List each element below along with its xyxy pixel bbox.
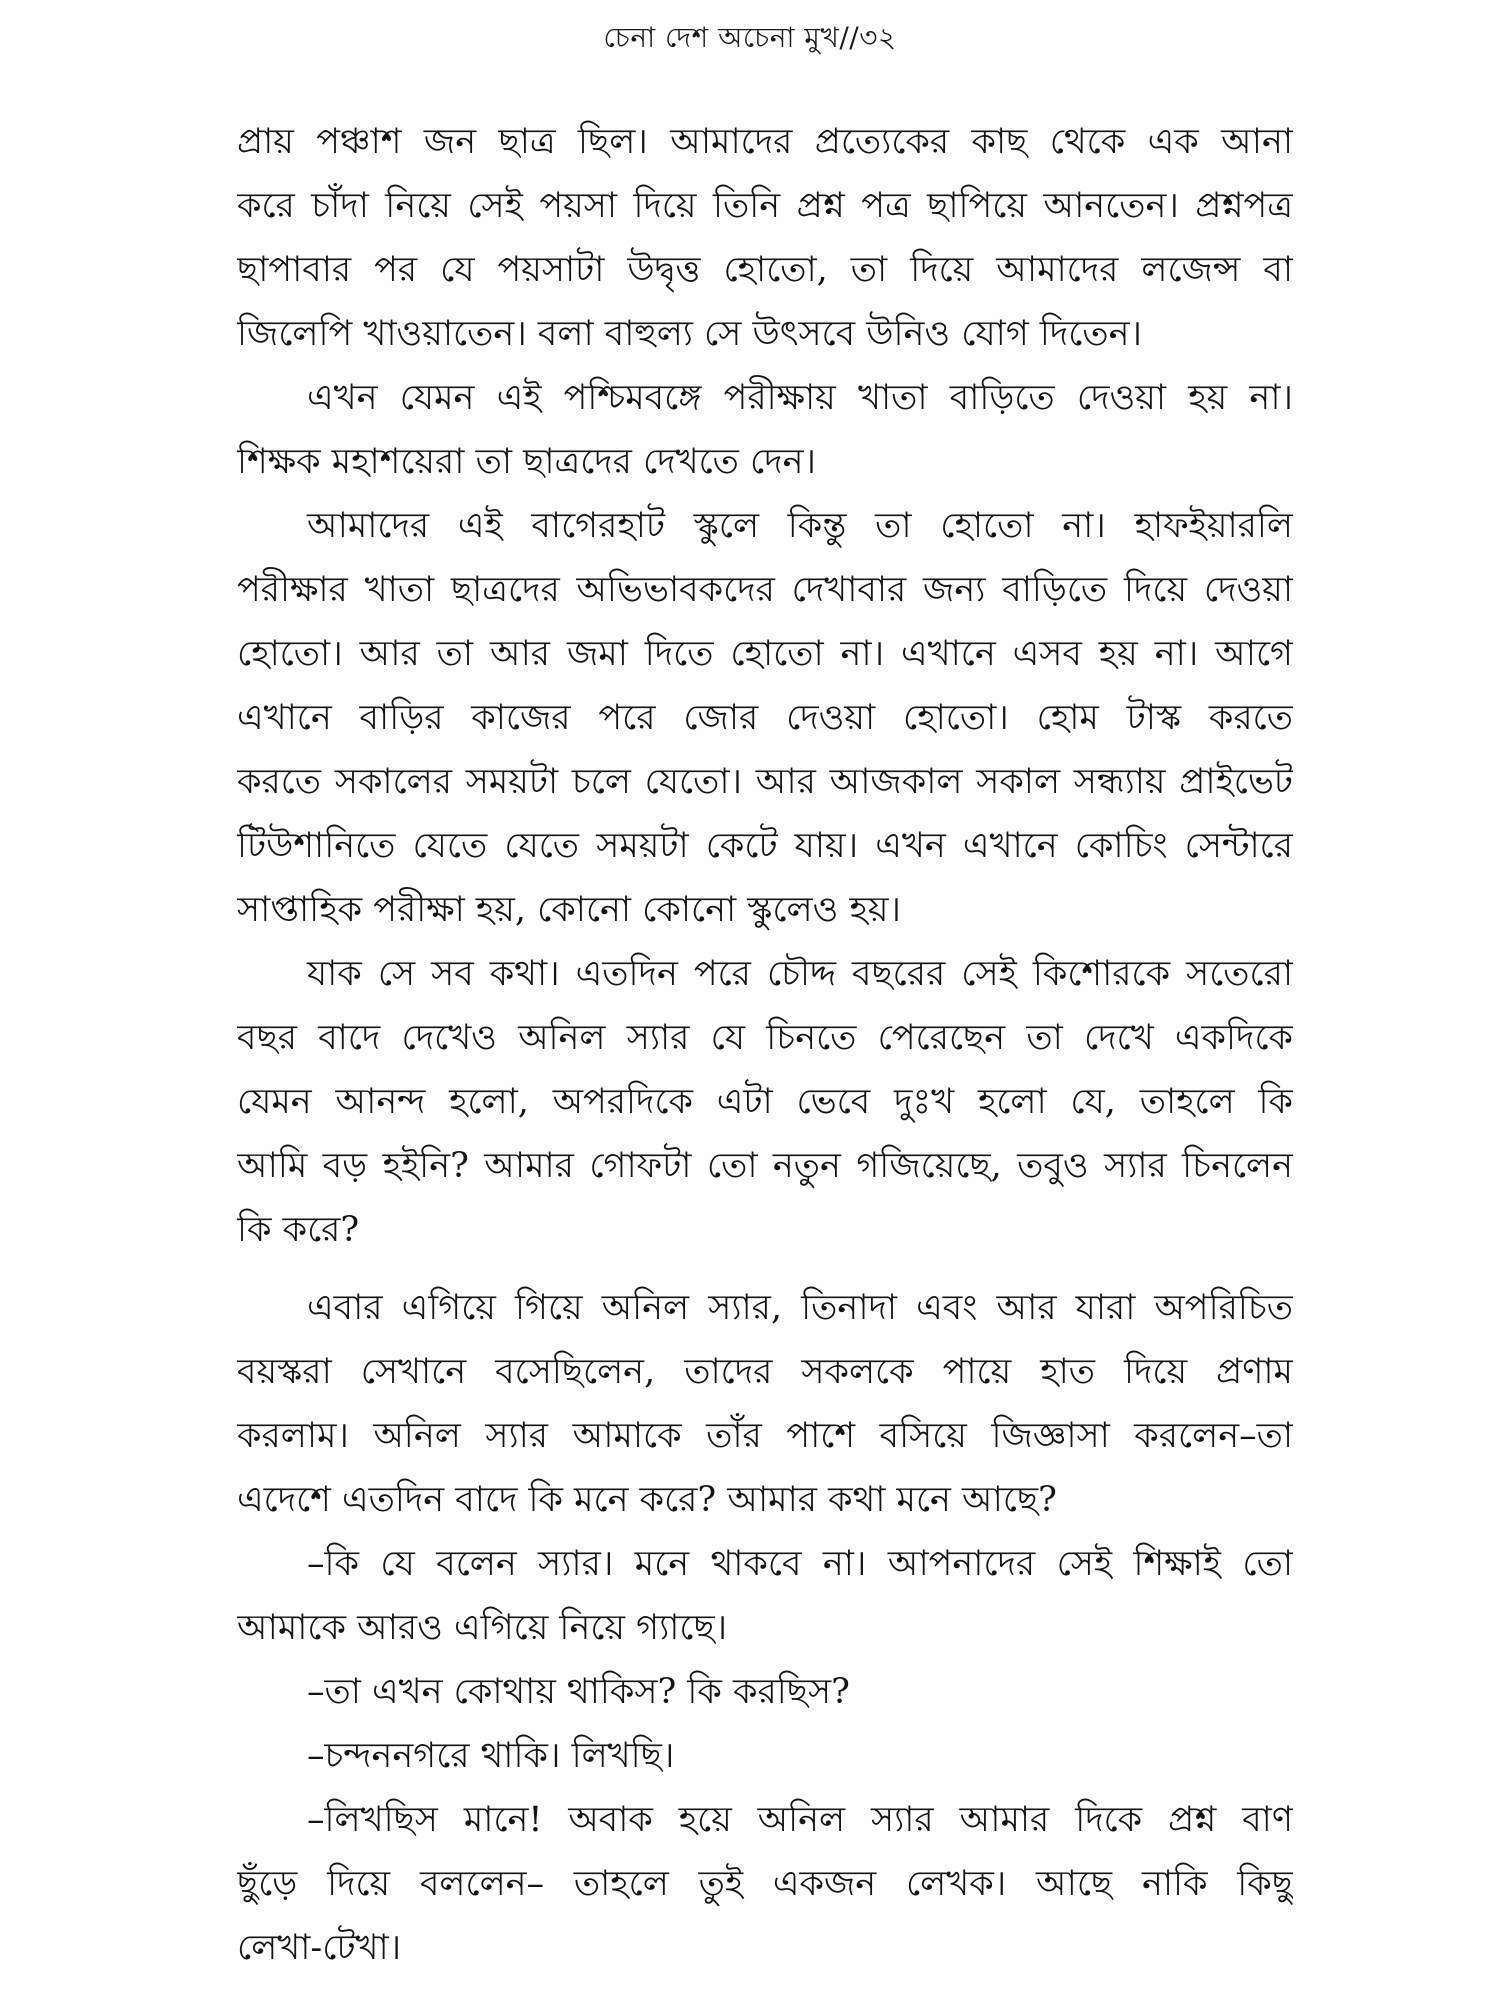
text-line: বছর বাদে দেখেও অনিল স্যার যে চিনতে পেরেছেন তা দেখে একদিকে [237, 1018, 1293, 1058]
dialogue-line: –কি যে বলেন স্যার। মনে থাকবে না। আপনাদের সেই শিক্ষাই তো [307, 1544, 1293, 1584]
text-line: টিউশানিতে যেতে যেতে সময়টা কেটে যায়। এখন এখানে কোচিং সেন্টারে [237, 826, 1293, 866]
text-line: শিক্ষক মহাশয়েরা তা ছাত্রদের দেখতে দেন। [237, 442, 817, 482]
text-line: ছুঁড়ে দিয়ে বললেন– তাহলে তুই একজন লেখক। আছে নাকি কিছু [237, 1864, 1293, 1904]
text-line: যেমন আনন্দ হলো, অপরদিকে এটা ভেবে দুঃখ হলো যে, তাহলে কি [237, 1082, 1293, 1122]
dialogue-line: –লিখছিস মানে! অবাক হয়ে অনিল স্যার আমার দিকে প্রশ্ন বাণ [307, 1800, 1293, 1840]
text-line: ছাপাবার পর যে পয়সাটা উদ্বৃত্ত হোতো, তা দিয়ে আমাদের লজেন্স বা [237, 250, 1293, 290]
text-line: পরীক্ষার খাতা ছাত্রদের অভিভাবকদের দেখাবার জন্য বাড়িতে দিয়ে দেওয়া [237, 570, 1293, 610]
text-line: সাপ্তাহিক পরীক্ষা হয়, কোনো কোনো স্কুলেও হয়। [237, 890, 902, 930]
text-line: এখানে বাড়ির কাজের পরে জোর দেওয়া হোতো। হোম টাস্ক করতে [237, 698, 1293, 738]
paragraph-start: এখন যেমন এই পশ্চিমবঙ্গে পরীক্ষায় খাতা বাড়িতে দেওয়া হয় না। [307, 378, 1293, 418]
text-line: এদেশে এতদিন বাদে কি মনে করে? আমার কথা মনে আছে? [237, 1480, 1057, 1520]
dialogue-line: –তা এখন কোথায় থাকিস? কি করছিস? [307, 1672, 850, 1712]
dialogue-line: –চন্দননগরে থাকি। লিখছি। [307, 1736, 675, 1776]
text-line: হোতো। আর তা আর জমা দিতে হোতো না। এখানে এসব হয় না। আগে [237, 634, 1293, 674]
text-line: জিলেপি খাওয়াতেন। বলা বাহুল্য সে উৎসবে উনিও যোগ দিতেন। [237, 314, 1143, 354]
text-line: লেখা-টেখা। [237, 1928, 402, 1968]
running-header: চেনা দেশ অচেনা মুখ//৩২ [603, 21, 897, 54]
text-line: করতে সকালের সময়টা চলে যেতো। আর আজকাল সকাল সন্ধ্যায় প্রাইভেট [237, 762, 1293, 802]
text-line: প্রায় পঞ্চাশ জন ছাত্র ছিল। আমাদের প্রত্যেকের কাছ থেকে এক আনা [237, 122, 1293, 162]
text-line: করলাম। অনিল স্যার আমাকে তাঁর পাশে বসিয়ে জিজ্ঞাসা করলেন–তা [237, 1416, 1293, 1456]
text-line: আমাকে আরও এগিয়ে নিয়ে গ্যাছে। [237, 1608, 728, 1648]
text-line: আমি বড় হইনি? আমার গোফটা তো নতুন গজিয়েছে, তবুও স্যার চিনলেন [237, 1146, 1293, 1186]
paragraph-gap [237, 1262, 1293, 1276]
text-line: বয়স্করা সেখানে বসেছিলেন, তাদের সকলকে পায়ে হাত দিয়ে প্রণাম [237, 1352, 1293, 1392]
paragraph-start: এবার এগিয়ে গিয়ে অনিল স্যার, তিনাদা এবং আর যারা অপরিচিত [307, 1288, 1293, 1328]
paragraph-start: আমাদের এই বাগেরহাট স্কুলে কিন্তু তা হোতো না। হাফইয়ারলি [307, 506, 1293, 546]
paragraph-start: যাক সে সব কথা। এতদিন পরে চৌদ্দ বছরের সেই কিশোরকে সতেরো [307, 954, 1293, 994]
text-line: কি করে? [237, 1210, 360, 1250]
body-text [237, 110, 1293, 1980]
text-line: করে চাঁদা নিয়ে সেই পয়সা দিয়ে তিনি প্রশ্ন পত্র ছাপিয়ে আনতেন। প্রশ্নপত্র [237, 186, 1293, 226]
